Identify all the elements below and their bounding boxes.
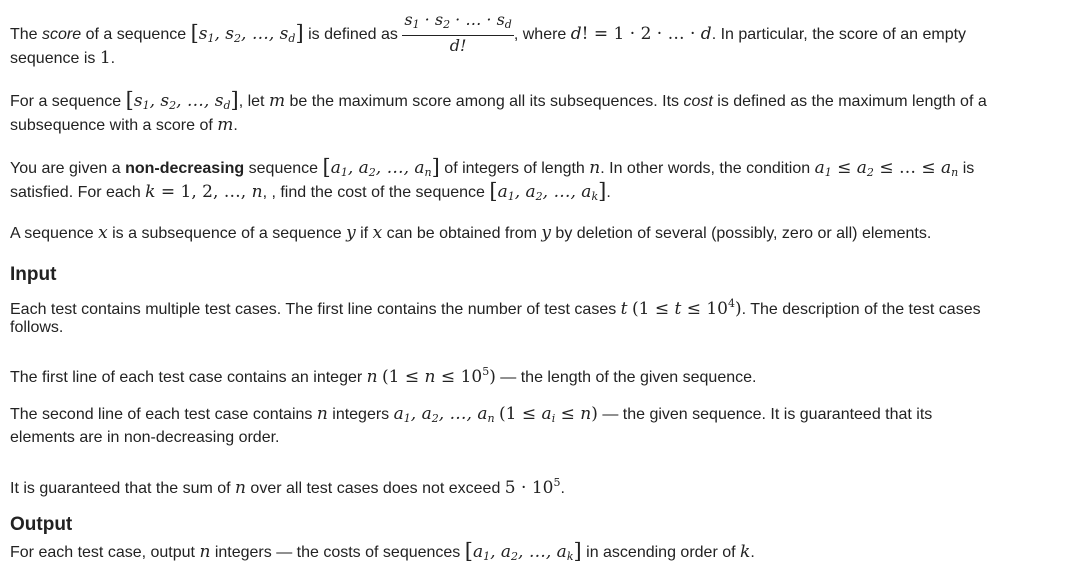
text: — the length of the given sequence. [495,369,757,386]
math-n: n [235,478,246,498]
text: of a sequence [81,26,191,44]
text: . [606,184,611,201]
math-bracket: [ [125,88,134,112]
text: satisfied. For each [10,184,146,201]
math-y: y [346,223,356,243]
math-bracket: ] [573,539,582,563]
output-heading: Output [10,514,73,535]
math-s-sequence: $s_1$, $s_2$, …, $s_d$ [198,24,296,46]
text: integers [327,406,394,423]
math-bracket: ] [295,21,304,46]
text: . [560,480,565,497]
math-a-sequence-k: $a_1$, $a_2$, …, $a_k$ [472,542,574,563]
text: is defined as the maximum length of a [712,93,987,110]
math-k: k [740,542,751,562]
math-n: n [366,367,378,387]
math-a-sequence-n: $a_1$, $a_2$, …, $a_n$ [393,404,495,425]
text: You are given a [10,160,126,177]
term-non-decreasing: non-decreasing [125,160,245,177]
input-line-n [10,360,1080,390]
text: The first line of each test case contains an integer [10,369,367,386]
math-t: t [620,299,628,319]
math-bracket: ] [230,88,239,112]
text: over all test cases does not exceed [245,480,505,497]
text: For a sequence [10,93,126,110]
text: of integers of length [439,160,590,177]
statement-paragraph-given-cont: satisfied. For each k = 1, 2, …, n, , find the cost of the sequence [$a_1$, $a_2$, …, $a_k$]. [10,179,611,203]
math-bracket: [ [489,179,498,203]
text: It is guaranteed that the sum of [10,480,236,497]
text: . The description of the test cases [741,301,981,318]
math-sum-limit: $5 \cdot 10^5$ [504,476,561,498]
text: in ascending order of [581,544,741,561]
text: The [10,26,43,44]
text: . [750,544,755,561]
text: follows. [10,319,64,336]
text: The second line of each test case contains [10,406,317,423]
text: is [958,160,975,177]
text: , where [513,26,571,44]
text: subsequence with a score of [10,117,218,134]
text: if [355,225,373,242]
math-a-range: $(1 \le a_i \le n)$ [499,404,598,425]
math-x: x [372,223,383,243]
term-score: score [42,26,82,44]
text: is defined as [303,26,403,44]
input-line-sum-limit [10,471,1080,501]
math-x: x [98,223,108,243]
statement-paragraph-score-cont [10,46,1080,71]
math-k-range: k = 1, 2, …, n [145,182,263,202]
text: integers — the costs of sequences [210,544,465,561]
math-s-sequence: $s_1$, $s_2$, …, $s_d$ [133,91,231,112]
math-m: m [217,115,234,135]
math-condition: $a_1 \le a_2$ ≤ … ≤ $a_n$ [814,158,959,179]
math-bracket: ] [598,179,607,203]
math-t-range: $(1 \le t \le 10^4)$ [631,297,742,319]
text: . In other words, the condition [600,160,815,177]
math-bracket: [ [322,155,331,179]
math-m: m [268,91,286,111]
math-factorial: d! = 1 · 2 · … · d [570,24,712,45]
text: can be obtained from [382,225,542,242]
text: elements are in non-decreasing order. [10,429,280,446]
math-a-sequence-n: $a_1$, $a_2$, …, $a_n$ [330,158,432,179]
math-bracket: ] [431,155,440,179]
text: sequence is [10,50,100,67]
text: A sequence [10,225,99,242]
math-n-range: $(1 \le n \le 10^5)$ [382,365,496,387]
math-n: n [316,404,328,424]
statement-paragraph-cost-cont [10,113,1080,138]
math-one: 1 [99,48,111,68]
text: , find the cost of the sequence [271,184,490,201]
text: . [233,117,238,134]
math-y: y [541,223,551,243]
math-n: n [199,542,211,562]
math-bracket: [ [464,539,473,563]
input-heading: Input [10,264,57,285]
text: sequence [244,160,323,177]
statement-paragraph-subsequence [10,221,1080,246]
math-a-sequence-k: $a_1$, $a_2$, …, $a_k$ [497,182,599,203]
text: Each test contains multiple test cases. The first line contains the number of test cases [10,301,621,318]
text: . In particular, the score of an empty [711,26,967,44]
text: by deletion of several (possibly, zero or all) elements. [550,225,932,242]
text: is a subsequence of a sequence [107,225,347,242]
math-score-fraction: $\frac{s_1 \cdot s_2 \cdot \dots \cdot s_d}{d!}$ [404,10,512,55]
output-line [10,539,1080,569]
input-line-test-count-cont [10,316,1080,340]
math-n: n [589,158,601,178]
text: — the given sequence. It is guaranteed that its [597,406,933,423]
text: , let [238,93,269,110]
text: . [110,50,116,67]
text: For each test case, output [10,544,200,561]
input-line-sequence-cont [10,426,1080,450]
text: be the maximum score among all its subsequences. Its [285,93,684,110]
math-bracket: [ [190,21,199,46]
term-cost: cost [683,93,713,110]
